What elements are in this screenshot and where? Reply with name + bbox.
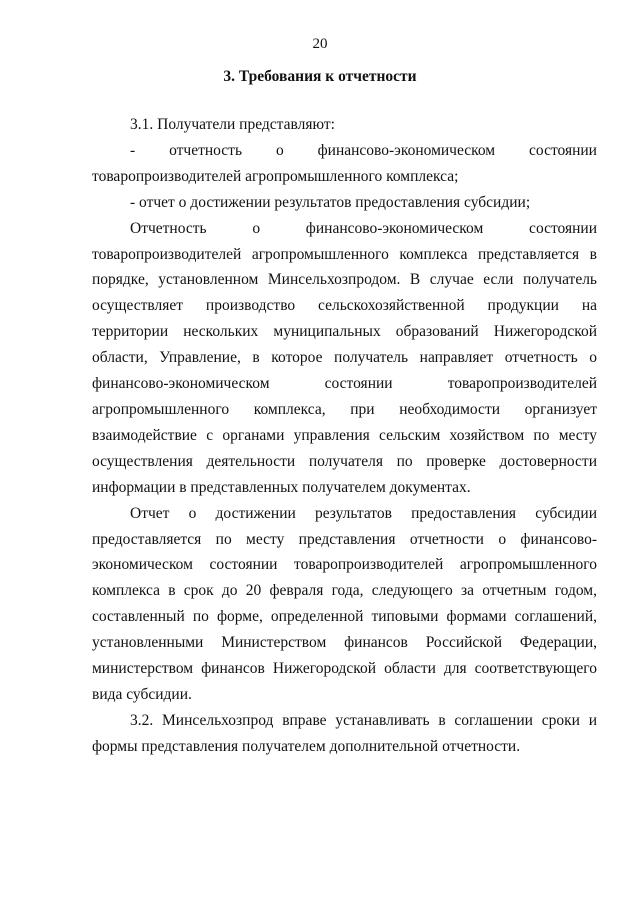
bullet-dash: - [130,141,136,159]
bullet-1-first-line [92,138,597,164]
paragraph-3-1-intro: 3.1. Получатели представляют: [130,116,335,133]
bullet-word: состоянии [529,141,597,159]
bullet-1-continuation: товаропроизводителей агропромышленного комплекса; [92,167,459,185]
page-number: 20 [312,36,328,52]
paragraph-3-2: 3.2. Минсельхозпрод вправе устанавливать в соглашении сроки и формы представления получателем дополнительной отчетности. [92,711,597,755]
section-body [92,112,597,760]
section-heading: 3. Требования к отчетности [223,68,417,85]
paragraph-reporting-order: Отчетность о финансово-экономическом состоянии товаропроизводителей агропромышленного комплекса представляется в порядке, установленном Минсельхозпродом. В случае если получатель осуществляет производство сельскохозяйственной продукции на территории нескольких муниципальных образований Нижегородской области, Управление, в которое получатель направляет отчетность о финансово-экономическом состоянии товаропроизводителей агропромышленного комплекса, при необходимости организует взаимодействие с органами управления сельским хозяйством по месту осуществления деятельности получателя по проверке достоверности информации в представленных получателем документах. [92,219,597,496]
paragraph-achievement-report: Отчет о достижении результатов предоставления субсидии предоставляется по месту представления отчетности о финансово-экономическом состоянии товаропроизводителей агропромышленного комплекса в срок до 20 февраля года, следующего за отчетным годом, составленный по форме, определенной типовыми формами соглашений, установленными Министерством финансов Российской Федерации, министерством финансов Нижегородской области для соответствующего вида субсидии. [92,504,597,703]
bullet-2: - отчет о достижении результатов предоставления субсидии; [130,193,531,211]
bullet-word: отчетность [169,141,243,159]
bullet-word: финансово-экономическом [317,141,496,159]
bullet-word: о [275,141,284,159]
